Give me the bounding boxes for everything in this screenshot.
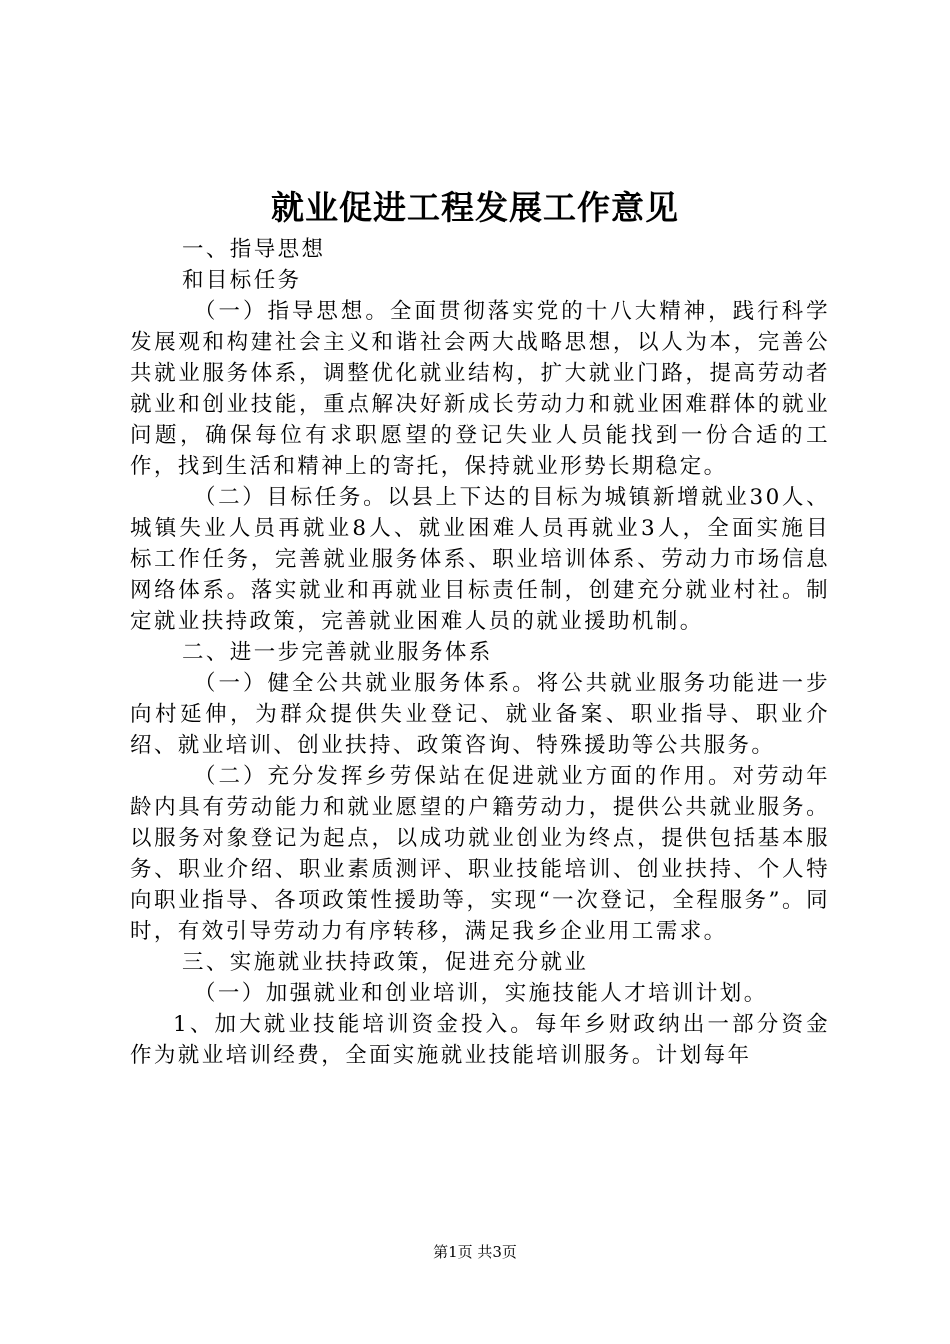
document-body <box>130 234 830 1071</box>
section-heading: 一、指导思想 <box>182 237 326 262</box>
section-heading: 二、进一步完善就业服务体系 <box>182 640 493 665</box>
paragraph: （二）充分发挥乡劳保站在促进就业方面的作用。对劳动年龄内具有劳动能力和就业愿望的户籍劳动力，提供公共就业服务。以服务对象登记为起点，以成功就业创业为终点，提供包括基本服务、职业介绍、职业素质测评、职业技能培训、创业扶持、个人特向职业指导、各项政策性援助等，实现“一次登记，全程服务”。同时，有效引导劳动力有序转移，满足我乡企业用工需求。 <box>130 764 830 944</box>
paragraph: （一）健全公共就业服务体系。将公共就业服务功能进一步向村延伸，为群众提供失业登记、就业备案、职业指导、职业介绍、就业培训、创业扶持、政策咨询、特殊援助等公共服务。 <box>130 671 830 758</box>
section-heading: 三、实施就业扶持政策，促进充分就业 <box>182 950 589 975</box>
section-heading-continued: 和目标任务 <box>182 268 302 293</box>
subsection-heading: （一）加强就业和创业培训，实施技能人才培训计划。 <box>194 981 768 1006</box>
paragraph: 1、加大就业技能培训资金投入。每年乡财政纳出一部分资金作为就业培训经费，全面实施就业技能培训服务。计划每年 <box>130 1012 830 1068</box>
page-number-footer: 第1页 共3页 <box>433 1243 517 1261</box>
document-title: 就业促进工程发展工作意见 <box>271 188 679 227</box>
paragraph: （一）指导思想。全面贯彻落实党的十八大精神，践行科学发展观和构建社会主义和谐社会两大战略思想，以人为本，完善公共就业服务体系，调整优化就业结构，扩大就业门路，提高劳动者就业和创业技能，重点解决好新成长劳动力和就业困难群体的就业问题，确保每位有求职愿望的登记失业人员能找到一份合适的工作，找到生活和精神上的寄托，保持就业形势长期稳定。 <box>130 299 830 479</box>
paragraph: （二）目标任务。以县上下达的目标为城镇新增就业30人、城镇失业人员再就业8人、就业困难人员再就业3人，全面实施目标工作任务，完善就业服务体系、职业培训体系、劳动力市场信息网络体系。落实就业和再就业目标责任制，创建充分就业村社。制定就业扶持政策，完善就业困难人员的就业援助机制。 <box>130 485 830 634</box>
